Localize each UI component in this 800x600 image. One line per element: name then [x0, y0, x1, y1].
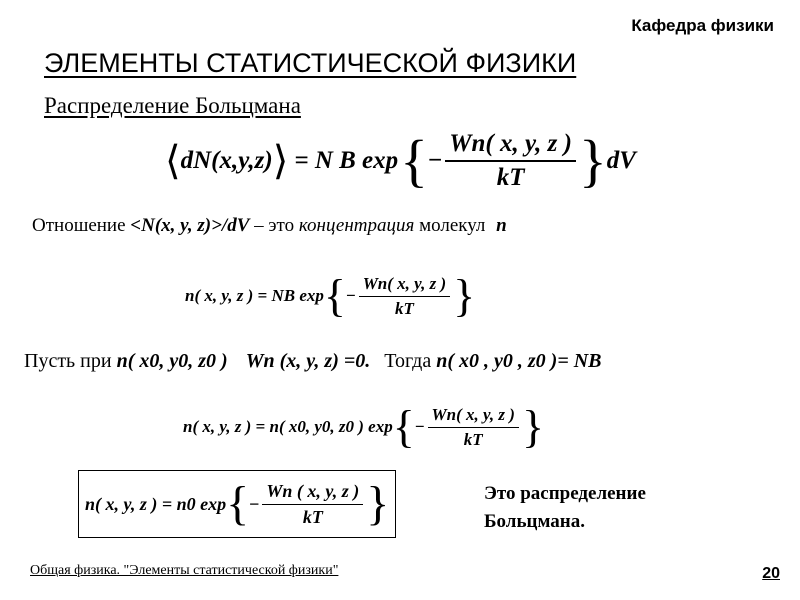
formula2-numerator: Wn( x, y, z ): [359, 274, 450, 297]
formula4-fraction: [262, 481, 363, 528]
minus-sign: −: [346, 286, 356, 305]
minus-sign: −: [414, 417, 425, 436]
line1-italic: концентрация: [298, 215, 415, 236]
line1-text-a: Отношение: [32, 215, 131, 236]
formula4-denominator: kT: [302, 506, 323, 527]
formula-concentration: [185, 263, 475, 329]
brace-left: {: [226, 477, 250, 530]
brace-right: }: [521, 401, 545, 452]
formula4-lhs: n( x, y, z ) = n0 exp: [85, 493, 227, 514]
formula-relative-concentration: [183, 396, 544, 458]
formula1-fraction: [445, 130, 576, 192]
formula-boltzmann-distribution: [78, 470, 396, 538]
brace-left: {: [323, 270, 346, 321]
brace-right: }: [366, 477, 390, 530]
formula2-fraction: [359, 274, 450, 319]
formula-boltzmann-dn: [165, 122, 636, 200]
boundary-condition-statement: [24, 350, 602, 373]
line1-math: <N(x, y, z)>/dV: [130, 215, 250, 236]
formula1-lhs: dN(x,y,z): [180, 147, 273, 174]
line2-text-b: Тогда: [384, 350, 437, 372]
line1-symbol: n: [496, 215, 507, 236]
angle-bracket-left: ⟨: [165, 138, 181, 183]
formula2-denominator: kT: [394, 298, 414, 318]
brace-left: {: [392, 401, 415, 452]
line2-cond1: n( x0, y0, z0 ): [116, 350, 228, 372]
formula2-lhs: n( x, y, z ) = NB exp: [185, 286, 324, 305]
formula1-suffix: dV: [606, 147, 636, 174]
footer-source-link[interactable]: Общая физика. "Элементы статистической физики": [30, 563, 339, 578]
angle-bracket-right: ⟩: [272, 138, 289, 183]
brace-right: }: [578, 128, 607, 193]
formula3-lhs: n( x, y, z ) = n( x0, y0, z0 ) exp: [183, 417, 393, 436]
minus-sign: −: [428, 147, 443, 174]
formula3-numerator: Wn( x, y, z ): [428, 405, 519, 428]
line1-text-c: молекул: [414, 215, 491, 236]
formula1-numerator: Wn( x, y, z ): [445, 130, 576, 162]
line2-cond2: Wn (x, y, z) =0.: [245, 350, 371, 372]
brace-right: }: [453, 270, 476, 321]
line2-cond3: n( x0 , y0 , z0 )= NB: [436, 350, 602, 372]
department-label: Кафедра физики: [631, 16, 774, 35]
page-number: 20: [762, 565, 780, 582]
formula1-rhs-prefix: = N B exp: [294, 147, 399, 174]
brace-left: {: [400, 128, 428, 193]
line1-text-b: – это: [249, 215, 299, 236]
conclusion-line-2: Больцмана.: [484, 511, 585, 532]
formula4-numerator: Wn ( x, y, z ): [262, 481, 363, 505]
formula3-denominator: kT: [463, 429, 483, 449]
conclusion-line-1: Это распределение: [484, 483, 646, 504]
slide-subtitle: Распределение Больцмана: [44, 93, 301, 118]
slide-title: ЭЛЕМЕНТЫ СТАТИСТИЧЕСКОЙ ФИЗИКИ: [44, 48, 577, 78]
minus-sign: −: [249, 493, 260, 514]
concentration-statement: [32, 215, 507, 237]
line2-text-a: Пусть при: [24, 350, 117, 372]
formula1-denominator: kT: [496, 164, 525, 191]
formula3-fraction: [428, 405, 519, 450]
conclusion-text: [484, 480, 646, 536]
